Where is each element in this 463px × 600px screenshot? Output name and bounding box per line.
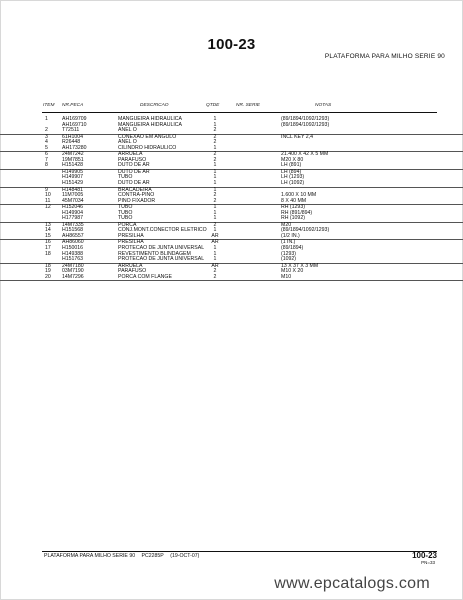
column-header-serial: NR. SERIE: [236, 103, 260, 108]
row-item: 11: [45, 197, 51, 204]
row-item: 15: [45, 232, 51, 239]
column-header-notes: NOTAS: [315, 103, 332, 108]
row-notes: 13 X 37 X 3 MM: [281, 262, 319, 269]
row-part-number: T72511: [62, 127, 80, 134]
row-quantity: 2: [213, 221, 217, 228]
row-part-number: H151763: [62, 256, 84, 263]
row-notes: LH (891): [281, 162, 302, 169]
row-notes: RH (1092): [281, 215, 305, 222]
row-part-number: H151568: [62, 227, 84, 234]
row-quantity: 1: [213, 180, 217, 187]
row-quantity: 1: [213, 174, 217, 181]
row-notes: M20: [281, 221, 292, 228]
footer-rule: [42, 551, 437, 552]
row-part-number: 14M7296: [62, 273, 84, 280]
row-part-number: 61H1004: [62, 133, 84, 140]
footer-info: [44, 553, 204, 559]
row-quantity: 2: [213, 139, 217, 146]
row-description: PARAFUSO: [118, 156, 147, 163]
row-description: PRESILHA: [118, 232, 144, 239]
row-notes: (89/1894/1092/1293): [281, 121, 330, 128]
row-notes: (1 IN.): [281, 239, 296, 246]
row-quantity: AR: [211, 232, 219, 239]
row-quantity: 1: [213, 256, 217, 263]
row-description: DUTO DE AR: [118, 162, 150, 169]
row-quantity: 2: [213, 151, 217, 158]
row-description: PROTECAO DE JUNTA UNIVERSAL: [118, 256, 205, 263]
row-notes: (1293): [281, 250, 296, 257]
row-item: 18: [45, 250, 51, 257]
watermark: www.epcatalogs.com: [274, 575, 430, 592]
table-row: [0, 275, 463, 282]
row-part-number: H149905: [62, 168, 84, 175]
row-quantity: 1: [213, 245, 217, 252]
row-quantity: 1: [213, 144, 217, 151]
column-header-quantity: QTDE: [206, 103, 220, 108]
row-part-number: 14M7335: [62, 221, 84, 228]
row-quantity: AR: [211, 262, 219, 269]
row-part-number: 11M7005: [62, 192, 84, 199]
row-part-number: H177987: [62, 215, 84, 222]
row-item: 9: [45, 186, 48, 193]
row-item: 3: [45, 133, 48, 140]
row-item: 8: [45, 162, 48, 169]
row-quantity: 1: [213, 168, 217, 175]
row-item: 20: [45, 273, 51, 280]
row-description: PINO FIXADOR: [118, 197, 156, 204]
row-part-number: H149907: [62, 174, 84, 181]
row-description: PROTECAO DE JUNTA UNIVERSAL: [118, 245, 205, 252]
row-item: 14: [45, 227, 51, 234]
row-part-number: AH86557: [62, 232, 84, 239]
row-item: 12: [45, 204, 51, 211]
row-quantity: 2: [213, 192, 217, 199]
row-part-number: H149388: [62, 250, 84, 257]
row-item: 4: [45, 139, 48, 146]
row-description: ANEL O: [118, 139, 137, 146]
row-notes: 8 X 40 MM: [281, 197, 307, 204]
row-item: 2: [45, 127, 48, 134]
row-description: PRESILHA: [118, 239, 144, 246]
row-notes: (89/1894): [281, 245, 304, 252]
row-quantity: 2: [213, 133, 217, 140]
row-part-number: 24M7180: [62, 262, 84, 269]
row-notes: 1.600 X 10 MM: [281, 192, 317, 199]
row-item: 6: [45, 151, 48, 158]
section-title: PLATAFORMA PARA MILHO SERIE 90: [324, 53, 445, 60]
column-header-item: ITEM: [43, 103, 55, 108]
row-description: TUBO: [118, 204, 133, 211]
row-item: 10: [45, 192, 51, 199]
row-part-number: 45M7034: [62, 197, 84, 204]
row-quantity: 2: [213, 156, 217, 163]
row-notes: M20 X 80: [281, 156, 304, 163]
row-quantity: 1: [213, 250, 217, 257]
row-notes: 21.400 X 42 X 5 MM: [281, 151, 329, 158]
row-part-number: 19M7851: [62, 156, 84, 163]
row-notes: RH (1293): [281, 204, 305, 211]
row-description: REVESTIMENTO BLINDAGEM: [118, 250, 191, 257]
row-item: 1: [45, 116, 48, 122]
row-part-number: AH169709: [62, 116, 87, 122]
row-description: PARAFUSO: [118, 268, 147, 275]
row-notes: LH (1293): [281, 174, 305, 181]
row-description: DUTO DE AR: [118, 180, 150, 187]
row-quantity: 1: [213, 186, 217, 193]
row-part-number: AH173280: [62, 144, 87, 151]
row-part-number: H149904: [62, 209, 84, 216]
row-quantity: 1: [213, 227, 217, 234]
row-quantity: 1: [213, 121, 217, 128]
row-part-number: H151428: [62, 162, 84, 169]
row-item: 17: [45, 245, 51, 252]
row-description: TUBO: [118, 209, 133, 216]
row-notes: INCL KEY 2,4: [281, 133, 314, 140]
row-description: ARRUELA: [118, 151, 143, 158]
row-quantity: 1: [213, 209, 217, 216]
row-description: ANEL O: [118, 127, 137, 134]
parts-table: [0, 117, 463, 281]
row-description: BRACADEIRA: [118, 186, 152, 193]
row-description: MANGUEIRA HIDRAULICA: [118, 121, 182, 128]
row-notes: RH (891/894): [281, 209, 313, 216]
row-description: CONTRA-PINO: [118, 192, 155, 199]
row-notes: (1092): [281, 256, 296, 263]
row-notes: (89/1894/1092/1293): [281, 116, 330, 122]
row-quantity: 1: [213, 162, 217, 169]
row-quantity: AR: [211, 239, 219, 246]
column-header-part: NR.PECA: [62, 103, 84, 108]
row-item: 16: [45, 239, 51, 246]
footer-code: PN=33: [421, 560, 435, 565]
row-part-number: H152046: [62, 204, 84, 211]
row-description: MANGUEIRA HIDRAULICA: [118, 116, 182, 122]
row-item: 5: [45, 144, 48, 151]
row-notes: (1/2 IN.): [281, 232, 300, 239]
row-item: 18: [45, 262, 51, 269]
footer-title: PLATAFORMA PARA MILHO SERIE 90: [44, 553, 136, 559]
row-description: PORCA: [118, 221, 137, 228]
column-header-description: DESCRICAO: [140, 103, 169, 108]
footer-doc-number: PC2285P: [141, 553, 164, 559]
row-notes: M10 X 20: [281, 268, 304, 275]
row-description: ARRUELA: [118, 262, 143, 269]
footer-date: (19-OCT-07): [170, 553, 200, 559]
row-description: TUBO: [118, 215, 133, 222]
row-notes: LH (1092): [281, 180, 305, 187]
footer-page-number: 100-23: [412, 551, 437, 560]
row-description: CILINDRO HIDRAULICO: [118, 144, 177, 151]
row-part-number: H151429: [62, 180, 84, 187]
row-item: 7: [45, 156, 48, 163]
row-part-number: 24M7242: [62, 151, 84, 158]
row-description: CONEXAO EM ANGULO: [118, 133, 177, 140]
row-description: TUBO: [118, 174, 133, 181]
row-quantity: 2: [213, 273, 217, 280]
row-quantity: 2: [213, 197, 217, 204]
row-description: DUTO DE AR: [118, 168, 150, 175]
row-notes: M10: [281, 273, 292, 280]
row-part-number: AH86060: [62, 239, 84, 246]
header-rule: [42, 112, 437, 113]
row-quantity: 1: [213, 116, 217, 122]
row-item: 13: [45, 221, 51, 228]
row-quantity: 1: [213, 215, 217, 222]
row-part-number: H148481: [62, 186, 84, 193]
row-item: 19: [45, 268, 51, 275]
row-quantity: 1: [213, 204, 217, 211]
row-part-number: 03M7190: [62, 268, 84, 275]
row-quantity: 2: [213, 268, 217, 275]
row-part-number: R26448: [62, 139, 81, 146]
row-part-number: H150016: [62, 245, 84, 252]
row-notes: LH (894): [281, 168, 302, 175]
row-quantity: 2: [213, 127, 217, 134]
page-number: 100-23: [207, 36, 256, 53]
row-notes: (89/1894/1092/1293): [281, 227, 330, 234]
row-description: PORCA COM FLANGE: [118, 273, 172, 280]
row-description: CONJ.MONT.CONECTOR ELETRICO: [118, 227, 207, 234]
row-part-number: AH169710: [62, 121, 87, 128]
